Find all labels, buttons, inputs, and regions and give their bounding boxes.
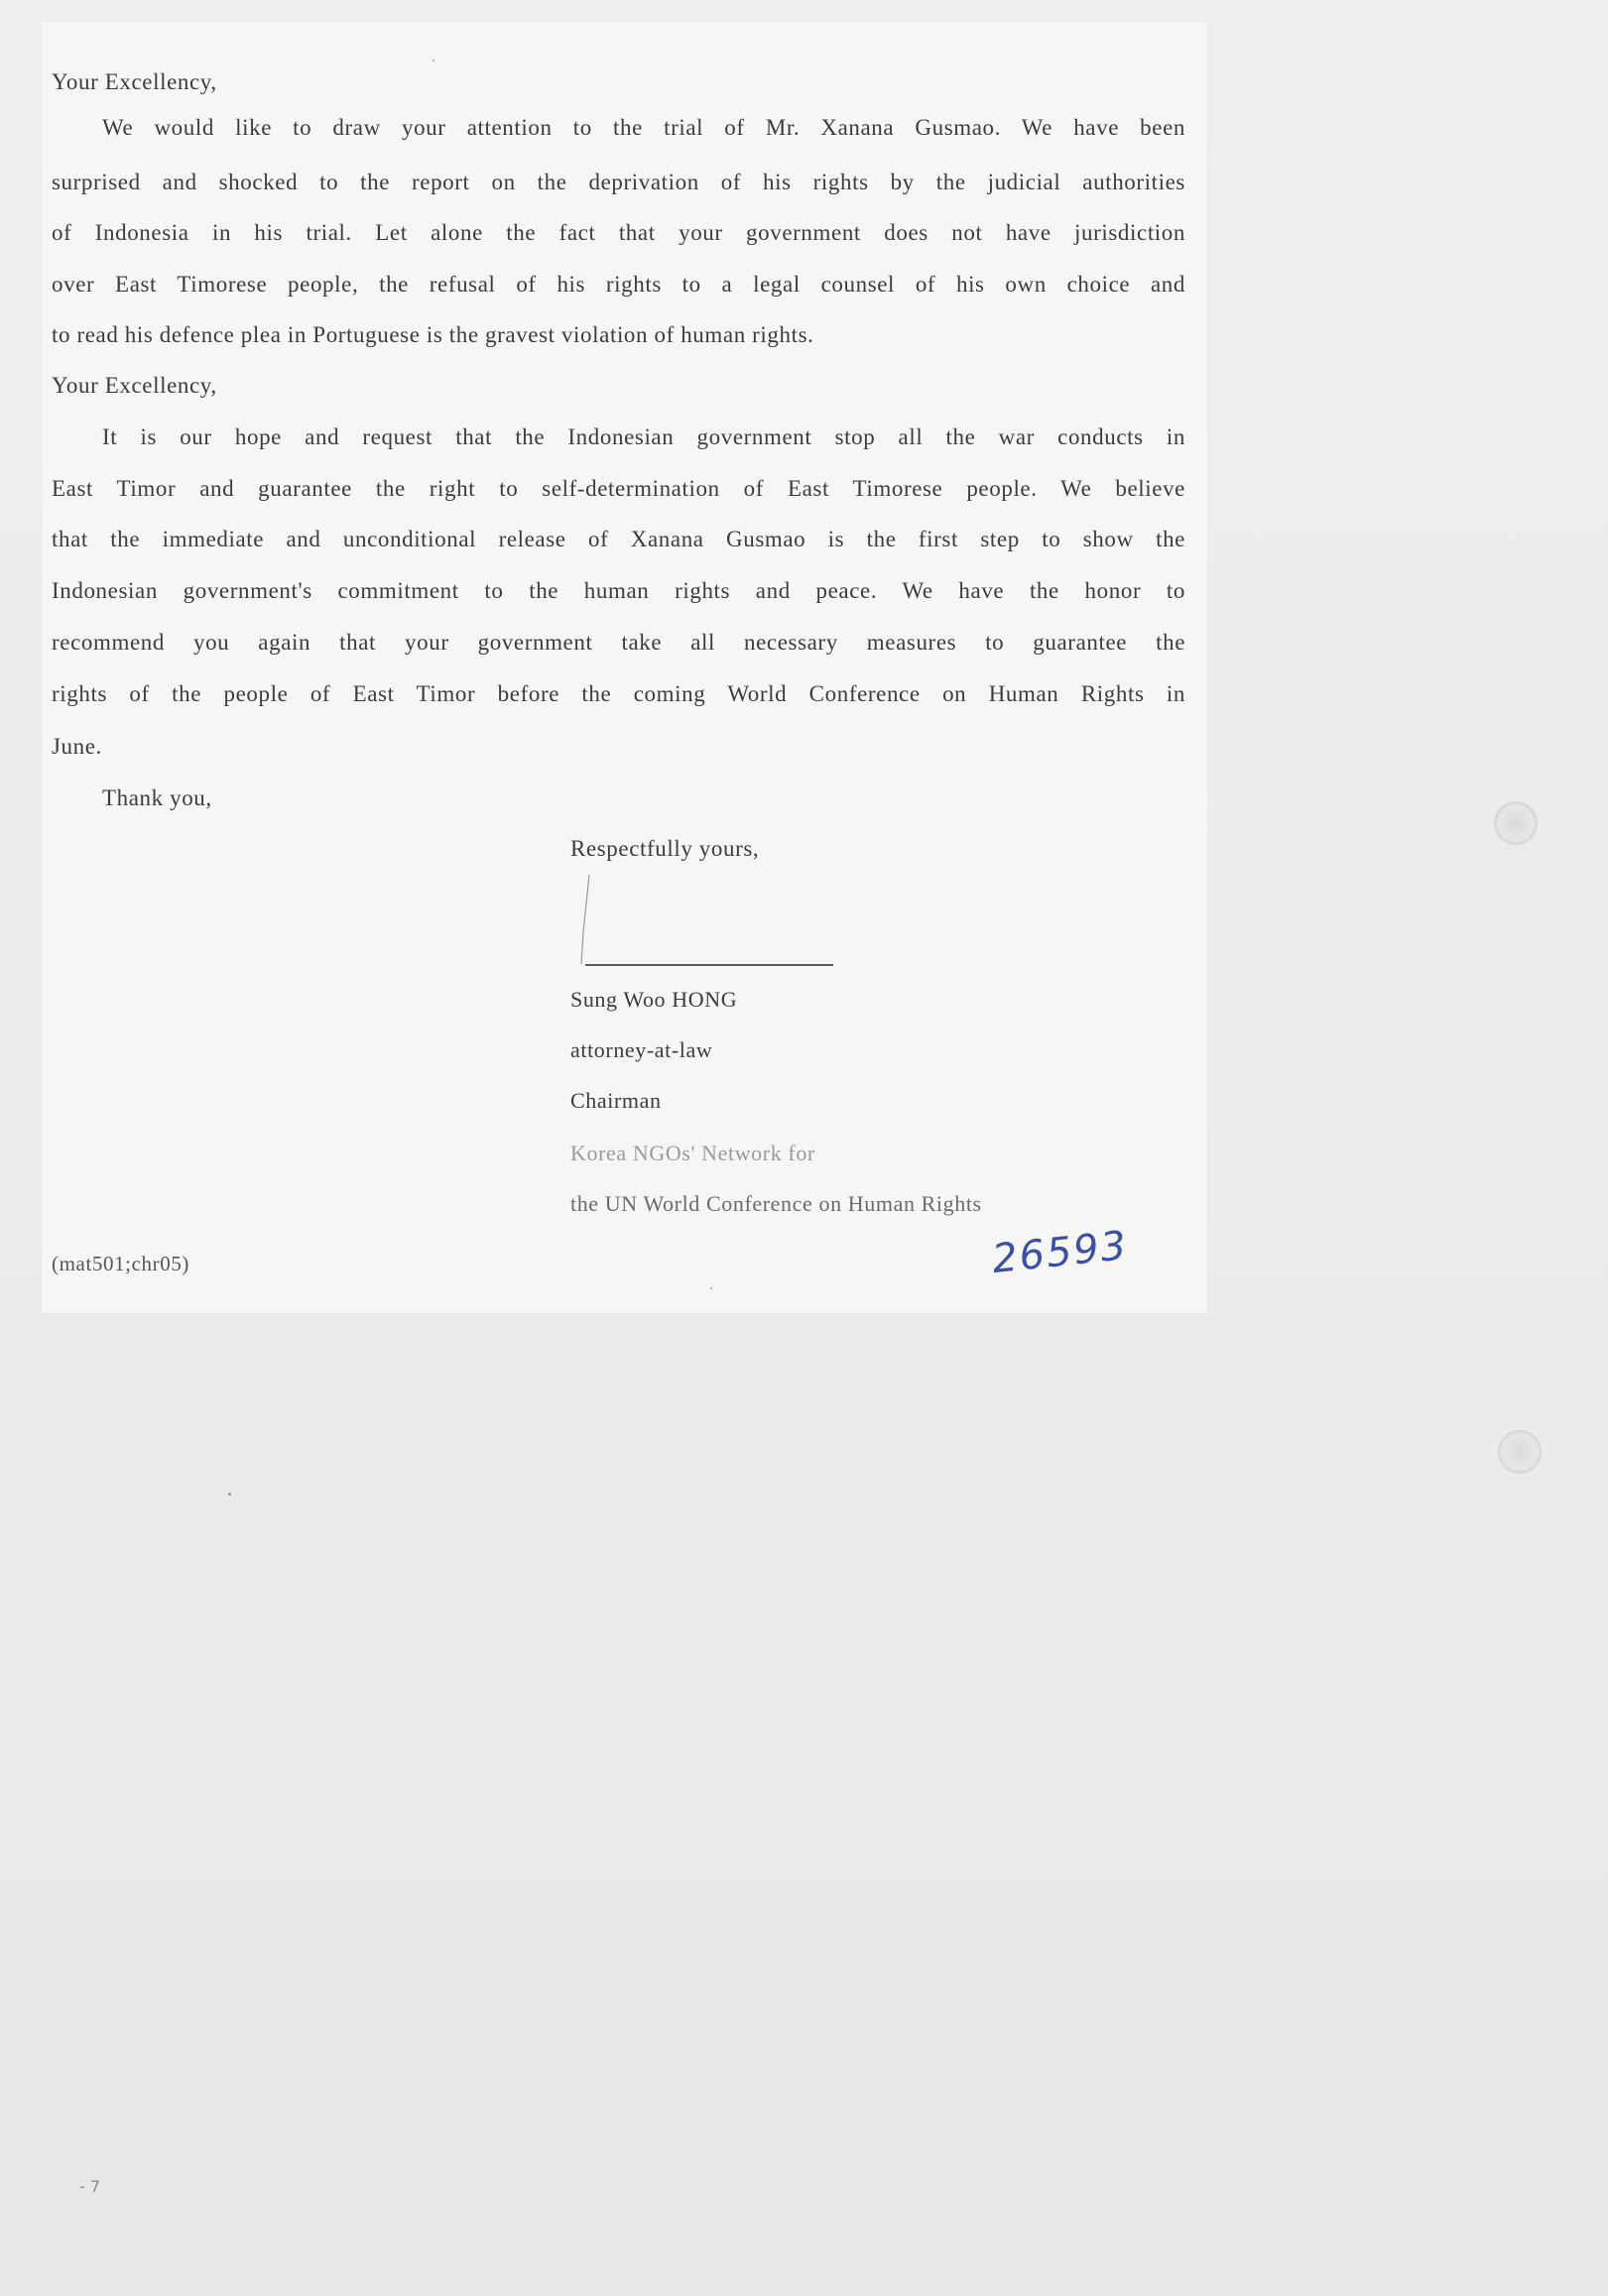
signatory-title-2: Chairman [570, 1088, 662, 1113]
reference-code: (mat501;chr05) [52, 1252, 190, 1275]
paragraph-2-line-4: Indonesian government's commitment to the human rights and peace. We have the honor to [52, 578, 1185, 603]
letter-body [42, 22, 1207, 1313]
salutation: Your Excellency, [52, 69, 217, 94]
speck [433, 60, 434, 61]
signature-line [585, 964, 833, 966]
speck [228, 1493, 231, 1496]
page-margin-mark: - 7 [79, 2177, 101, 2196]
speck [710, 1287, 712, 1289]
paragraph-2-line-2: East Timor and guarantee the right to self-determination of East Timorese people. We believe [52, 476, 1185, 501]
paragraph-2-line-5: recommend you again that your government take all necessary measures to guarantee the [52, 630, 1185, 655]
signatory-org-2: the UN World Conference on Human Rights [570, 1191, 982, 1216]
thanks-line: Thank you, [102, 785, 212, 810]
paragraph-1-line-3: of Indonesia in his trial. Let alone the fact that your government does not have jurisdiction [52, 220, 1185, 245]
paragraph-1-line-2: surprised and shocked to the report on the deprivation of his rights by the judicial authorities [52, 170, 1185, 194]
punch-hole-bottom [1498, 1430, 1542, 1474]
signatory-title-1: attorney-at-law [570, 1037, 713, 1062]
signatory-org-1: Korea NGOs' Network for [570, 1141, 815, 1165]
salutation-2: Your Excellency, [52, 373, 217, 398]
paragraph-2-line-7: June. [52, 734, 102, 759]
paragraph-1-line-5: to read his defence plea in Portuguese is the gravest violation of human rights. [52, 322, 814, 347]
punch-hole-top [1494, 801, 1538, 845]
signature-stroke [580, 873, 590, 967]
paragraph-2-line-3: that the immediate and unconditional release of Xanana Gusmao is the first step to show the [52, 527, 1185, 551]
signatory-name: Sung Woo HONG [570, 987, 738, 1012]
closing-line: Respectfully yours, [570, 836, 760, 861]
paragraph-2-line-1: It is our hope and request that the Indonesian government stop all the war conducts in [102, 424, 1185, 449]
paragraph-2-line-6: rights of the people of East Timor before the coming World Conference on Human Rights in [52, 681, 1185, 706]
handwritten-file-number: 26593 [989, 1222, 1131, 1283]
paragraph-1-line-4: over East Timorese people, the refusal of his rights to a legal counsel of his own choice and [52, 272, 1185, 297]
paragraph-1-line-1: We would like to draw your attention to the trial of Mr. Xanana Gusmao. We have been [102, 115, 1185, 140]
